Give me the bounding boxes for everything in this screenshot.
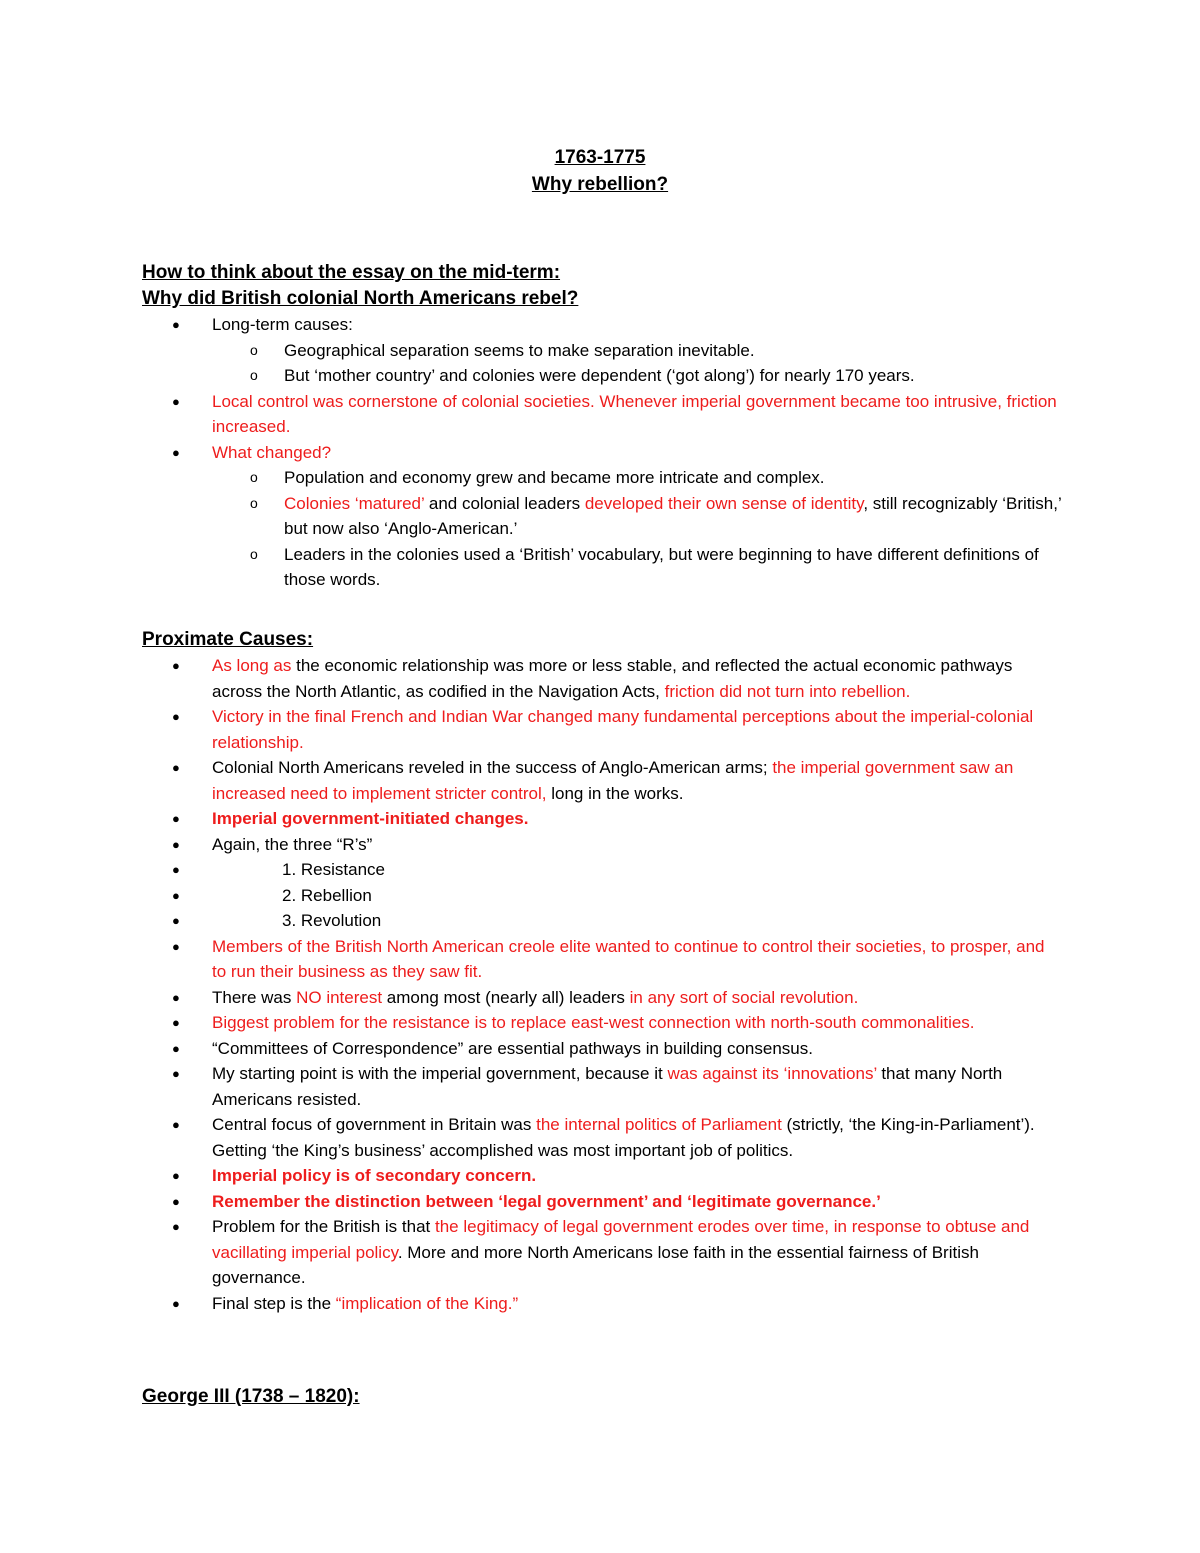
text-segment: What changed? xyxy=(212,442,332,462)
text-segment: Colonial North Americans reveled in the success of Anglo-American arms; xyxy=(212,758,773,777)
sub-bullet-text xyxy=(284,545,1039,590)
bullet-item xyxy=(142,1036,1062,1062)
text-segment: long in the works. xyxy=(546,783,684,803)
bullet-dot-icon: ● xyxy=(172,989,180,1005)
bullet-dot-icon: ● xyxy=(172,1295,180,1311)
bullet-dot-icon: ● xyxy=(172,1219,180,1234)
hollow-bullet-icon: o xyxy=(250,367,258,383)
bullet-text xyxy=(212,988,858,1007)
bullet-text xyxy=(212,1013,975,1032)
bullet-text xyxy=(212,707,1033,752)
sub-bullet-text xyxy=(284,366,915,385)
text-segment: NO interest xyxy=(296,987,383,1007)
text-segment: in any sort of social revolution. xyxy=(629,987,859,1007)
bullet-text xyxy=(212,809,528,828)
bullet-item xyxy=(142,857,1062,883)
bullet-item xyxy=(142,806,1062,832)
bullet-item xyxy=(142,1189,1062,1215)
bullet-text xyxy=(212,656,1012,701)
text-segment: As long as xyxy=(212,656,292,675)
text-segment: Leaders in the colonies used a ‘British’ vocabulary, but were beginning to have different definitions of those words. xyxy=(284,544,1039,589)
text-segment: (strictly, ‘the King-in-Parliament’). Getting ‘the King’s business’ accomplished was most important job of politics. xyxy=(212,1115,1035,1160)
text-segment: the economic relationship was more or less stable, and reflected the actual economic pathways across the North Atlantic, as codified in the Navigation Acts, xyxy=(212,656,1013,701)
text-segment: 2. Rebellion xyxy=(282,885,372,905)
bullet-dot-icon: ● xyxy=(172,913,180,928)
bullet-text xyxy=(212,1192,881,1211)
sub-bullet-item xyxy=(142,363,1062,389)
text-segment: , still recognizably ‘British,’ but now also ‘Anglo-American.’ xyxy=(284,493,1062,538)
essay-question-heading: Why did British colonial North Americans rebel? xyxy=(142,288,579,309)
text-segment: Central focus of government in Britain was xyxy=(212,1115,537,1134)
text-segment: Geographical separation seems to make separation inevitable. xyxy=(284,340,755,360)
text-segment: developed their own sense of identity xyxy=(584,493,864,513)
document-title xyxy=(0,144,1200,198)
bullet-text xyxy=(212,758,1013,803)
bullet-dot-icon: ● xyxy=(172,1015,180,1030)
george-iii-heading: George III (1738 – 1820): xyxy=(142,1386,360,1407)
title-years: 1763-1775 xyxy=(554,147,646,168)
bullet-text xyxy=(212,1217,1029,1287)
text-segment: “Committees of Correspondence” are essential pathways in building consensus. xyxy=(212,1038,813,1058)
proximate-causes-section xyxy=(142,627,1062,1316)
long-term-causes-list xyxy=(142,312,1062,593)
bullet-item xyxy=(142,1163,1062,1189)
sub-bullet-item xyxy=(142,491,1062,542)
sub-bullet-item xyxy=(142,465,1062,491)
bullet-item xyxy=(142,1214,1062,1291)
text-segment: 1. Resistance xyxy=(282,860,385,879)
proximate-causes-list xyxy=(142,653,1062,1316)
bullet-item xyxy=(142,985,1062,1011)
bullet-item xyxy=(142,389,1062,440)
text-segment: the legitimacy of legal government erodes over time, in response to obtuse and vacillating imperial policy xyxy=(212,1217,1030,1262)
george-iii-section xyxy=(142,1384,1062,1410)
text-segment: Biggest problem for the resistance is to replace east-west connection with north-south commonalities. xyxy=(212,1013,975,1032)
text-segment: . More and more North Americans lose faith in the essential fairness of British governance. xyxy=(212,1242,979,1287)
sub-bullet-list xyxy=(142,338,1062,389)
text-segment: Local control was cornerstone of colonial societies. Whenever imperial government became too intrusive, friction increased. xyxy=(212,391,1057,436)
bullet-item xyxy=(142,312,1062,389)
hollow-bullet-icon: o xyxy=(250,341,258,358)
bullet-item xyxy=(142,440,1062,593)
sub-bullet-item xyxy=(142,542,1062,593)
bullet-item xyxy=(142,755,1062,806)
bullet-dot-icon: ● xyxy=(172,1040,180,1056)
text-segment: My starting point is with the imperial government, because it xyxy=(212,1064,668,1083)
sub-bullet-text xyxy=(284,494,1061,539)
bullet-item xyxy=(142,908,1062,934)
bullet-item xyxy=(142,832,1062,858)
hollow-bullet-icon: o xyxy=(250,469,258,485)
bullet-text xyxy=(212,1166,536,1185)
text-segment: Victory in the final French and Indian War changed many fundamental perceptions about the imperial-colonial relationship. xyxy=(212,707,1034,752)
bullet-item xyxy=(142,934,1062,985)
bullet-text xyxy=(212,860,385,879)
bullet-dot-icon: ● xyxy=(172,1168,180,1183)
bullet-text xyxy=(212,392,1057,437)
bullet-text xyxy=(212,315,353,334)
bullet-text xyxy=(212,1064,1002,1109)
bullet-item xyxy=(142,1010,1062,1036)
bullet-text xyxy=(212,886,372,905)
text-segment: Population and economy grew and became more intricate and complex. xyxy=(284,468,825,487)
bullet-dot-icon: ● xyxy=(172,836,180,852)
sub-bullet-item xyxy=(142,338,1062,364)
text-segment: Problem for the British is that xyxy=(212,1217,435,1236)
bullet-dot-icon: ● xyxy=(172,393,180,409)
text-segment: that many North Americans resisted. xyxy=(212,1064,1003,1109)
bullet-item xyxy=(142,883,1062,909)
bullet-dot-icon: ● xyxy=(172,811,180,826)
title-question: Why rebellion? xyxy=(531,174,669,195)
bullet-text xyxy=(212,1115,1035,1160)
proximate-causes-heading: Proximate Causes: xyxy=(142,629,314,650)
sub-bullet-text xyxy=(284,341,755,360)
text-segment: 3. Revolution xyxy=(282,911,382,930)
text-segment: There was xyxy=(212,987,297,1007)
hollow-bullet-icon: o xyxy=(250,494,258,511)
bullet-text xyxy=(212,1039,813,1058)
bullet-dot-icon: ● xyxy=(172,1066,180,1081)
bullet-item xyxy=(142,1061,1062,1112)
text-segment: Colonies ‘matured’ xyxy=(284,493,425,513)
text-segment: Imperial government-initiated changes. xyxy=(212,809,529,828)
bullet-dot-icon: ● xyxy=(172,1117,180,1132)
text-segment: the imperial government saw an increased need to implement stricter control, xyxy=(212,758,1014,803)
bullet-dot-icon: ● xyxy=(172,1193,180,1209)
bullet-text xyxy=(212,911,381,930)
text-segment: Members of the British North American creole elite wanted to continue to control their societies, to prosper, and to run their business as they saw fit. xyxy=(212,936,1045,981)
text-segment: “implication of the King.” xyxy=(335,1293,519,1313)
hollow-bullet-icon: o xyxy=(250,545,258,562)
essay-heading: How to think about the essay on the mid-term: xyxy=(142,262,561,283)
text-segment: was against its ‘innovations’ xyxy=(667,1064,877,1083)
bullet-item xyxy=(142,1112,1062,1163)
text-segment: among most (nearly all) leaders xyxy=(382,987,630,1007)
text-segment: the internal politics of Parliament xyxy=(536,1115,782,1134)
text-segment: and colonial leaders xyxy=(424,493,585,513)
sub-bullet-text xyxy=(284,468,825,487)
bullet-dot-icon: ● xyxy=(172,887,180,903)
bullet-dot-icon: ● xyxy=(172,658,180,673)
bullet-text xyxy=(212,443,331,462)
bullet-dot-icon: ● xyxy=(172,760,180,775)
bullet-dot-icon: ● xyxy=(172,444,180,460)
bullet-text xyxy=(212,937,1044,982)
bullet-item xyxy=(142,653,1062,704)
text-segment: Imperial policy is of secondary concern. xyxy=(212,1166,537,1185)
text-segment: But ‘mother country’ and colonies were dependent (‘got along’) for nearly 170 years. xyxy=(284,366,915,385)
essay-guidance-section xyxy=(142,260,1062,593)
bullet-dot-icon: ● xyxy=(172,709,180,724)
text-segment: Remember the distinction between ‘legal government’ and ‘legitimate governance.’ xyxy=(212,1191,881,1211)
bullet-dot-icon: ● xyxy=(172,938,180,954)
text-segment: Long-term causes: xyxy=(212,315,353,334)
bullet-item xyxy=(142,704,1062,755)
text-segment: Final step is the xyxy=(212,1293,336,1313)
text-segment: Again, the three “R’s” xyxy=(212,834,373,854)
sub-bullet-list xyxy=(142,465,1062,593)
bullet-item xyxy=(142,1291,1062,1317)
bullet-dot-icon: ● xyxy=(172,317,180,332)
bullet-text xyxy=(212,1294,518,1313)
bullet-dot-icon: ● xyxy=(172,862,180,877)
text-segment: friction did not turn into rebellion. xyxy=(664,681,911,701)
bullet-text xyxy=(212,835,372,854)
